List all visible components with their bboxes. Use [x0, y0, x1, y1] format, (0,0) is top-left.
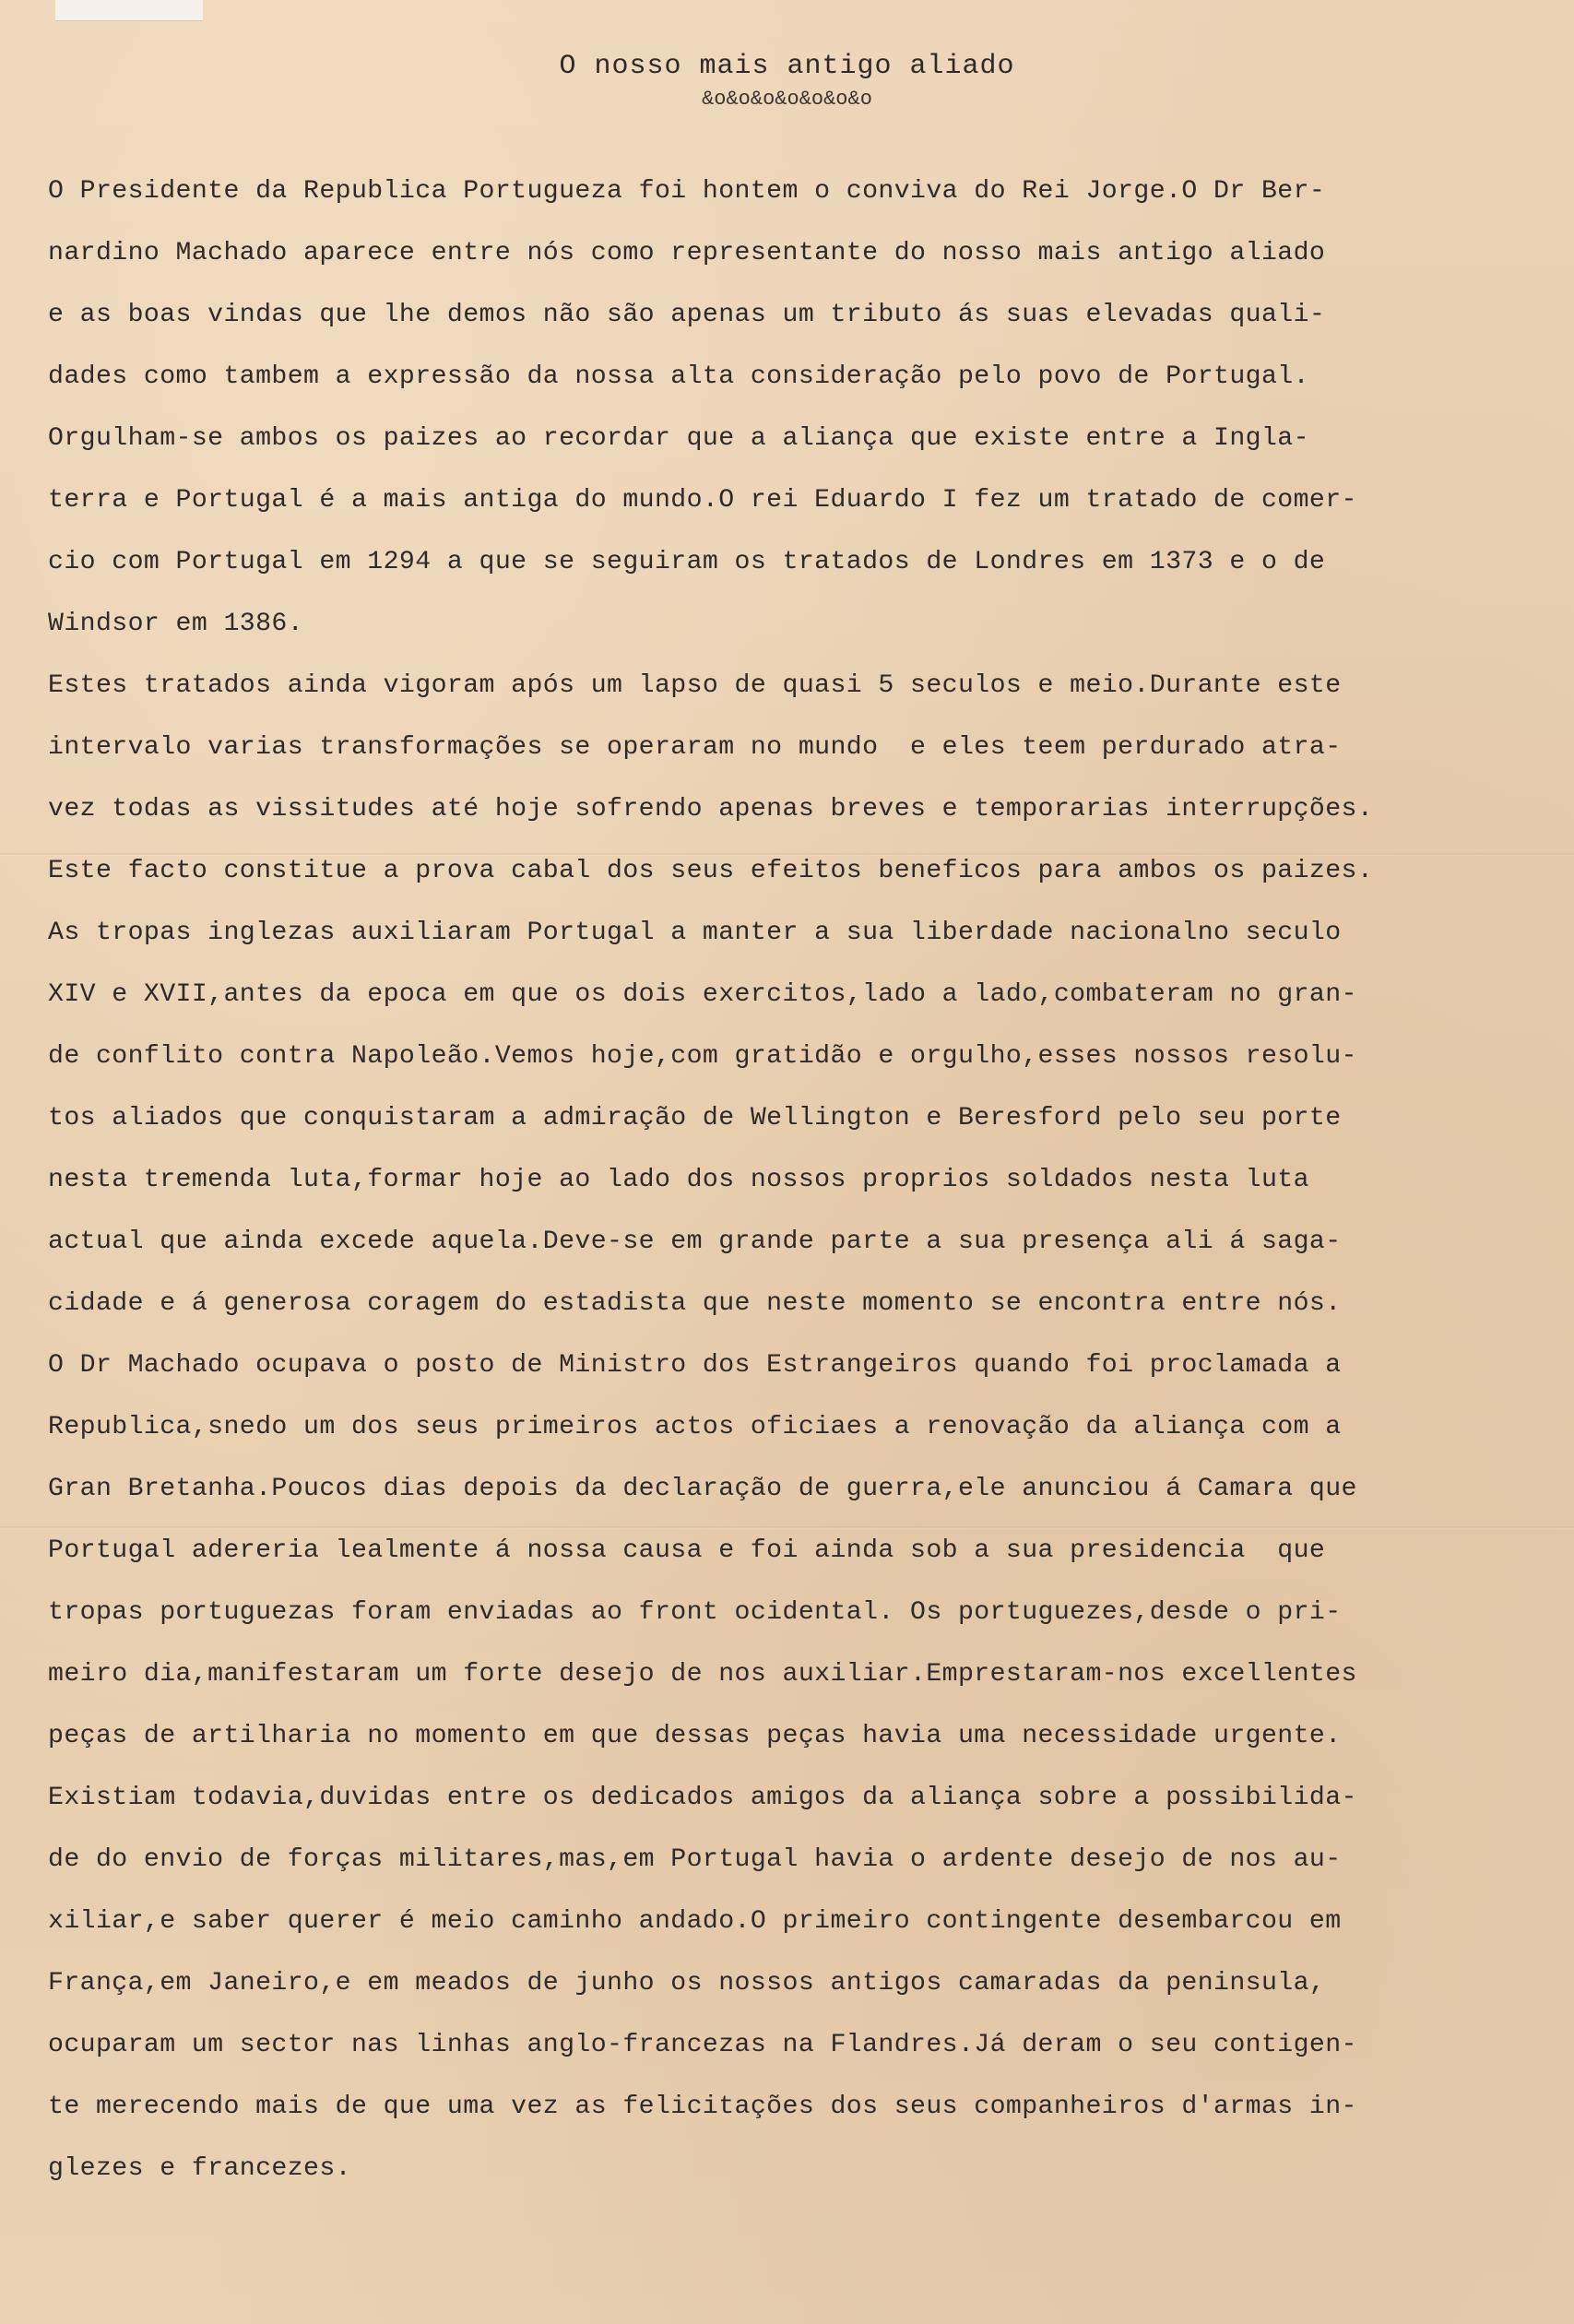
text-line: meiro dia,manifestaram um forte desejo de nos auxiliar.Emprestaram-nos excellentes: [48, 1660, 1357, 1689]
title-ornament: &o&o&o&o&o&o&o: [702, 88, 872, 111]
text-line: Este facto constitue a prova cabal dos seus efeitos beneficos para ambos os paizes.: [48, 857, 1374, 885]
text-line: tos aliados que conquistaram a admiração de Wellington e Beresford pelo seu porte: [48, 1104, 1342, 1132]
text-line: xiliar,e saber querer é meio caminho andado.O primeiro contingente desembarcou em: [48, 1907, 1342, 1936]
text-line: França,em Janeiro,e em meados de junho os nossos antigos camaradas da peninsula,: [48, 1969, 1326, 1998]
text-line: cidade e á generosa coragem do estadista que neste momento se encontra entre nós.: [48, 1289, 1342, 1318]
document-body: [48, 173, 1560, 2212]
text-line: actual que ainda excede aquela.Deve-se em grande parte a sua presença ali á saga-: [48, 1227, 1342, 1256]
paper-corner-tab: [55, 0, 203, 21]
text-line: vez todas as vissitudes até hoje sofrendo apenas breves e temporarias interrupções.: [48, 795, 1374, 824]
text-line: Existiam todavia,duvidas entre os dedicados amigos da aliança sobre a possibilida-: [48, 1784, 1357, 1812]
text-line: dades como tambem a expressão da nossa alta consideração pelo povo de Portugal.: [48, 362, 1309, 391]
text-line: Gran Bretanha.Poucos dias depois da declaração de guerra,ele anunciou á Camara que: [48, 1475, 1357, 1503]
text-line: terra e Portugal é a mais antiga do mundo.O rei Eduardo I fez um tratado de comer-: [48, 486, 1357, 515]
text-line: cio com Portugal em 1294 a que se seguiram os tratados de Londres em 1373 e o de: [48, 548, 1326, 576]
text-line: Estes tratados ainda vigoram após um lapso de quasi 5 seculos e meio.Durante este: [48, 671, 1342, 700]
text-line: XIV e XVII,antes da epoca em que os dois exercitos,lado a lado,combateram no gran-: [48, 980, 1357, 1009]
text-line: de conflito contra Napoleão.Vemos hoje,com gratidão e orgulho,esses nossos resolu-: [48, 1042, 1357, 1071]
text-line: ocuparam um sector nas linhas anglo-francezas na Flandres.Já deram o seu contigen-: [48, 2031, 1357, 2059]
document-title: O nosso mais antigo aliado: [559, 51, 1015, 82]
text-line: Orgulham-se ambos os paizes ao recordar que a aliança que existe entre a Ingla-: [48, 424, 1309, 453]
text-line: tropas portuguezas foram enviadas ao front ocidental. Os portuguezes,desde o pri-: [48, 1598, 1342, 1627]
text-line: As tropas inglezas auxiliaram Portugal a manter a sua liberdade nacionalno seculo: [48, 919, 1342, 947]
text-line: glezes e francezes.: [48, 2154, 351, 2183]
text-line: nardino Machado aparece entre nós como representante do nosso mais antigo aliado: [48, 239, 1326, 267]
text-line: te merecendo mais de que uma vez as felicitações dos seus companheiros d'armas in-: [48, 2093, 1357, 2121]
text-line: Portugal adereria lealmente á nossa causa e foi ainda sob a sua presidencia que: [48, 1536, 1326, 1565]
text-line: O Presidente da Republica Portugueza foi hontem o conviva do Rei Jorge.O Dr Ber-: [48, 177, 1326, 206]
text-line: O Dr Machado ocupava o posto de Ministro dos Estrangeiros quando foi proclamada a: [48, 1351, 1342, 1380]
text-line: peças de artilharia no momento em que dessas peças havia uma necessidade urgente.: [48, 1722, 1342, 1750]
text-line: Windsor em 1386.: [48, 610, 304, 638]
text-line: nesta tremenda luta,formar hoje ao lado dos nossos proprios soldados nesta luta: [48, 1166, 1309, 1194]
text-line: de do envio de forças militares,mas,em Portugal havia o ardente desejo de nos au-: [48, 1845, 1342, 1874]
text-line: intervalo varias transformações se operaram no mundo e eles teem perdurado atra-: [48, 733, 1342, 762]
text-line: e as boas vindas que lhe demos não são apenas um tributo ás suas elevadas quali-: [48, 301, 1326, 329]
text-line: Republica,snedo um dos seus primeiros actos oficiaes a renovação da aliança com a: [48, 1413, 1342, 1441]
